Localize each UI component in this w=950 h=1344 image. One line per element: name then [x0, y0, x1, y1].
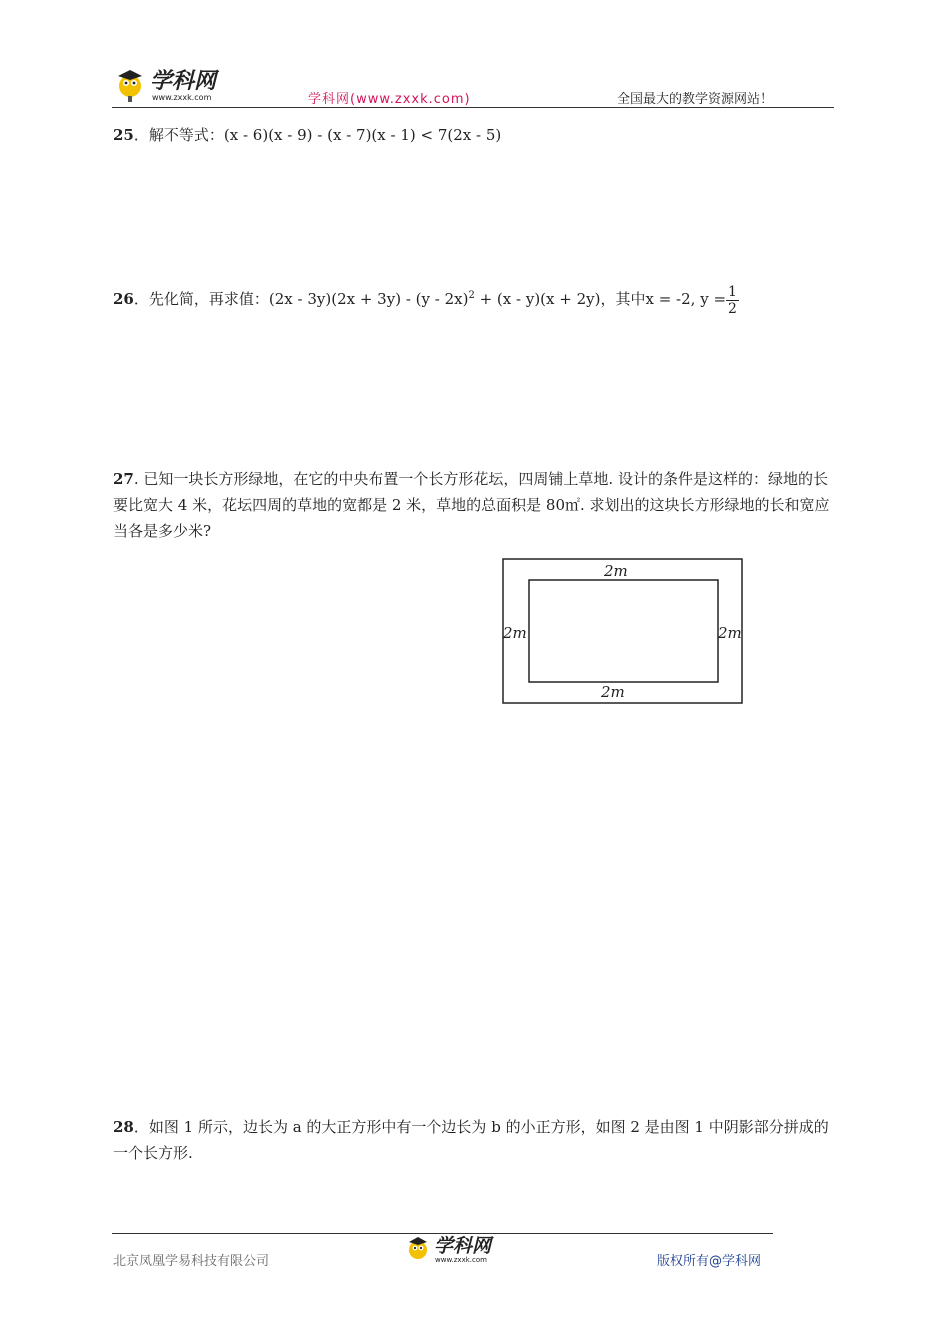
- question-26: [113, 283, 739, 317]
- footer-company: 北京凤凰学易科技有限公司: [113, 1254, 270, 1269]
- header-logo: [112, 64, 224, 110]
- footer-logo-mascot-icon: [404, 1232, 496, 1268]
- footer-logo-url: www.zxxk.com: [435, 1256, 487, 1264]
- condition-text: ，其中: [600, 290, 646, 308]
- inequality-expression: (x - 6)(x - 9) - (x - 7)(x - 1) < 7(2x - 5): [223, 126, 502, 144]
- fraction-numerator: 1: [728, 283, 737, 300]
- logo-text: 学科网: [150, 69, 217, 94]
- label-right: 2m: [718, 624, 742, 642]
- label-left: 2m: [503, 624, 527, 642]
- question-prompt: ．解不等式：: [133, 126, 224, 144]
- logo-url: www.zxxk.com: [152, 93, 212, 102]
- fraction-denominator: 2: [728, 300, 737, 317]
- label-top: 2m: [604, 562, 628, 580]
- question-number: 28: [113, 1118, 134, 1136]
- question-27: [113, 466, 838, 544]
- question-25: [113, 122, 501, 148]
- question-prompt: ．先化简，再求值：: [133, 290, 269, 308]
- lawn-figure: [502, 558, 744, 710]
- expression-part-a: (2x - 3y)(2x + 3y) - (y - 2x): [268, 290, 469, 308]
- question-28: [113, 1114, 838, 1166]
- logo-mascot-icon: [112, 64, 224, 106]
- exponent: 2: [468, 290, 475, 301]
- question-text: ．如图 1 所示，边长为 a 的大正方形中有一个边长为 b 的小正方形，如图 2 是由图 1 中阴影部分拼成的一个长方形.: [113, 1118, 829, 1162]
- inner-flowerbed-rect: [529, 580, 718, 682]
- header-slogan: 全国最大的教学资源网站！: [617, 92, 774, 107]
- expression-part-b: + (x - y)(x + 2y): [474, 290, 601, 308]
- header-divider: [112, 107, 834, 108]
- question-number: 26: [113, 290, 134, 308]
- question-text: . 已知一块长方形绿地，在它的中央布置一个长方形花坛，四周铺上草地. 设计的条件是这样的：绿地的长要比宽大 4 米，花坛四周的草地的宽都是 2 米，草地的总面积是 80㎡. 求划出的这块长方形绿地的长和宽应当各是多少米?: [113, 470, 830, 540]
- question-number: 25: [113, 126, 134, 144]
- header-site-link[interactable]: 学科网(www.zxxk.com): [308, 92, 471, 107]
- footer-logo-text: 学科网: [434, 1235, 492, 1257]
- footer-logo: [404, 1232, 496, 1272]
- footer-copyright-link[interactable]: 版权所有@学科网: [657, 1254, 762, 1269]
- condition-expression: x = -2, y =: [645, 290, 727, 308]
- label-bottom: 2m: [601, 683, 625, 701]
- question-number: 27: [113, 470, 134, 488]
- fraction-one-half: [726, 284, 739, 317]
